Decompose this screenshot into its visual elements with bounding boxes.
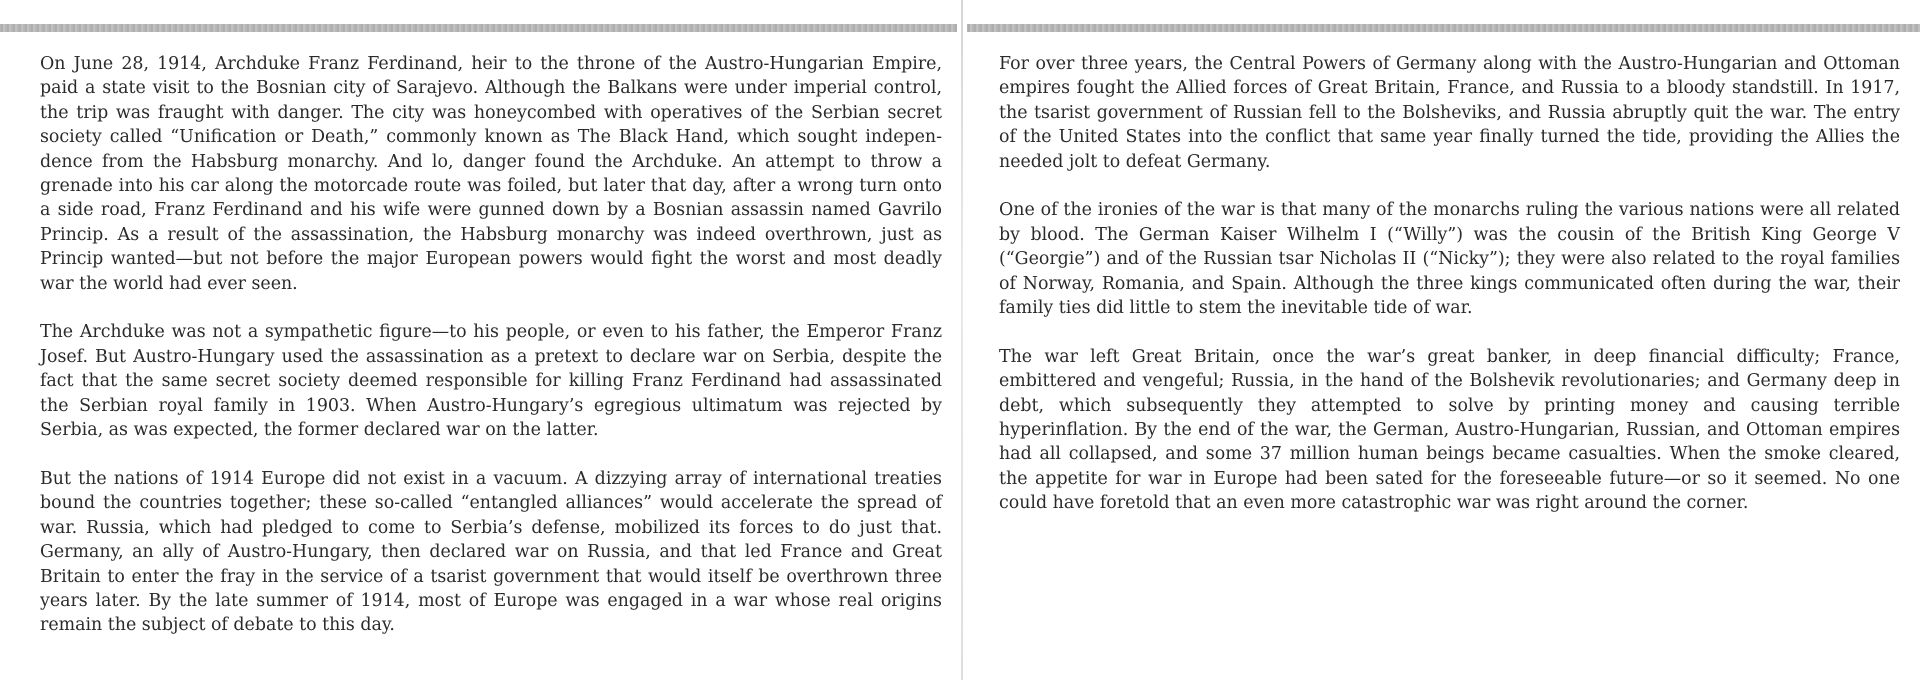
left-paragraph-3: But the nations of 1914 Europe did not exist in a vacuum. A dizzying array of international treaties bound the countries together; these so-called “entangled alliances” would accelerate the spread of war. Russia, which had pledged to come to Serbia’s defense, mobilized its forces to do just that. Germany, an ally of Austro-Hungary, then declared war on Russia, and that led France and Great Britain to enter the fray in the service of a tsarist government that would itself be overthrown three years later. By the late summer of 1914, most of Europe was engaged in a war whose real origins remain the subject of debate to this day.: [40, 468, 942, 636]
book-gutter: [961, 0, 963, 680]
left-paragraph-2: The Archduke was not a sympathetic figure—to his people, or even to his father, the Emperor Franz Josef. But Austro-Hungary used the assassination as a pretext to declare war on Serbia, despite the fact that the same secret society deemed responsible for killing Franz Ferdinand had assassinated the Serbian royal family in 1903. When Austro-Hungary’s egregious ultimatum was rejected by Serbia, as was expected, the former declared war on the latter.: [40, 322, 942, 441]
left-paragraph-1: On June 28, 1914, Archduke Franz Ferdinand, heir to the throne of the Austro-Hungarian Empire, paid a state visit to the Bosnian city of Sarajevo. Although the Balkans were under imperial control, the trip was fraught with danger. The city was honeycombed with operatives of the Serbian secret society called “Unification or Death,” commonly known as The Black Hand, which sought indepen-dence from the Habsburg monarchy. And lo, danger found the Archduke. An attempt to throw a grenade into his car along the motorcade route was foiled, but later that day, after a wrong turn onto a side road, Franz Ferdinand and his wife were gunned down by a Bosnian assassin named Gavrilo Princip. As a result of the assassination, the Habsburg monarchy was indeed overthrown, just as Princip wanted—but not before the major European powers would fight the worst and most deadly war the world had ever seen.: [40, 54, 942, 294]
right-paragraph-3: The war left Great Britain, once the war’s great banker, in deep financial difficulty; France, embittered and vengeful; Russia, in the hand of the Bolshevik revolutionaries; and Germany deep in debt, which subsequently they attempted to solve by printing money and causing terrible hyperinflation. By the end of the war, the German, Austro-Hungarian, Russian, and Ottoman empires had all collapsed, and some 37 million human beings became casualties. When the smoke cleared, the appetite for war in Europe had been sated for the foreseeable future—or so it seemed. No one could have foretold that an even more catastrophic war was right around the corner.: [999, 346, 1900, 514]
right-paragraph-1: For over three years, the Central Powers of Germany along with the Austro-Hungarian and Ottoman empires fought the Allied forces of Great Britain, France, and Russia to a bloody standstill. In 1917, the tsarist government of Russian fell to the Bolsheviks, and Russia abruptly quit the war. The entry of the United States into the conflict that same year finally turned the tide, providing the Allies the needed jolt to defeat Germany.: [999, 54, 1900, 172]
right-page-top-edge: [967, 24, 1920, 32]
left-page-top-edge: [0, 24, 957, 32]
left-page: [40, 52, 942, 662]
right-paragraph-2: One of the ironies of the war is that many of the monarchs ruling the various nations were all related by blood. The German Kaiser Wilhelm I (“Willy”) was the cousin of the British King George V (“Georgie”) and of the Russian tsar Nicholas II (“Nicky”); they were also related to the royal families of Norway, Romania, and Spain. Although the three kings communicated often during the war, their family ties did little to stem the inevitable tide of war.: [999, 200, 1900, 319]
right-page: [999, 52, 1900, 540]
